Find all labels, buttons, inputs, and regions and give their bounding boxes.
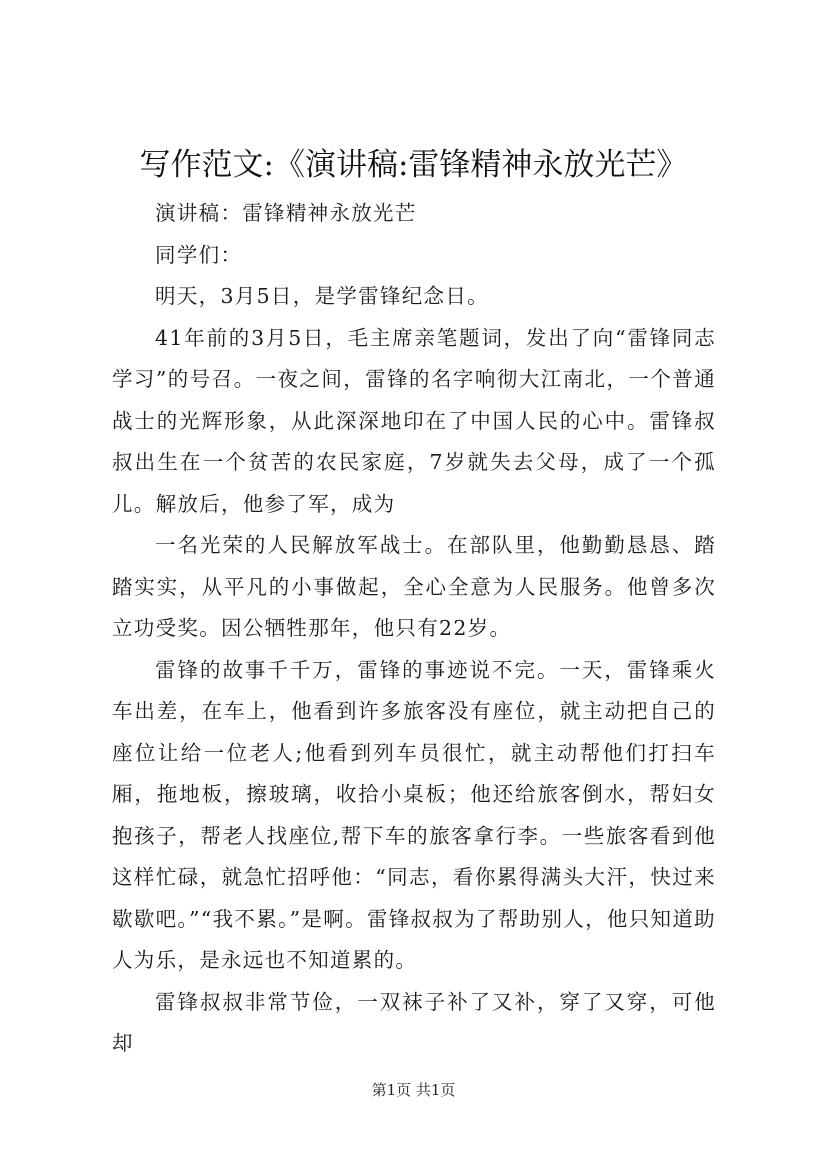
paragraph-salutation: 同学们：	[155, 242, 243, 267]
paragraph: 41年前的3月5日，毛主席亲笔题词，发出了向“雷锋同志学习”的号召。一夜之间，雷锋的名字响彻大江南北，一个普通战士的光辉形象，从此深深地印在了中国人民的心中。雷锋叔叔出生在一个贫苦的农民家庭，7岁就失去父母，成了一个孤儿。解放后，他参了军，成为	[112, 325, 716, 516]
document-body	[112, 193, 716, 1065]
paragraph: 雷锋叔叔非常节俭，一双袜子补了又补，穿了又穿，可他却	[112, 989, 716, 1055]
document-title: 写作范文:《演讲稿:雷锋精神永放光芒》	[139, 147, 688, 183]
page-footer: 第1页 共1页	[371, 1081, 456, 1099]
paragraph: 明天，3月5日，是学雷锋纪念日。	[155, 284, 489, 308]
paragraph-heading: 演讲稿：雷锋精神永放光芒	[155, 201, 417, 225]
paragraph: 雷锋的故事千千万，雷锋的事迹说不完。一天，雷锋乘火车出差，在车上，他看到许多旅客没有座位，就主动把自己的座位让给一位老人;他看到列车员很忙，就主动帮他们打扫车厢，拖地板，擦玻璃，收拾小桌板；他还给旅客倒水，帮妇女抱孩子，帮老人找座位,帮下车的旅客拿行李。一些旅客看到他这样忙碌，就急忙招呼他：“同志，看你累得满头大汗，快过来歇歇吧。”“我不累。”是啊。雷锋叔叔为了帮助别人，他只知道助人为乐，是永远也不知道累的。	[112, 657, 716, 972]
paragraph: 一名光荣的人民解放军战士。在部队里，他勤勤恳恳、踏踏实实，从平凡的小事做起，全心全意为人民服务。他曾多次立功受奖。因公牺牲那年，他只有22岁。	[112, 533, 716, 640]
